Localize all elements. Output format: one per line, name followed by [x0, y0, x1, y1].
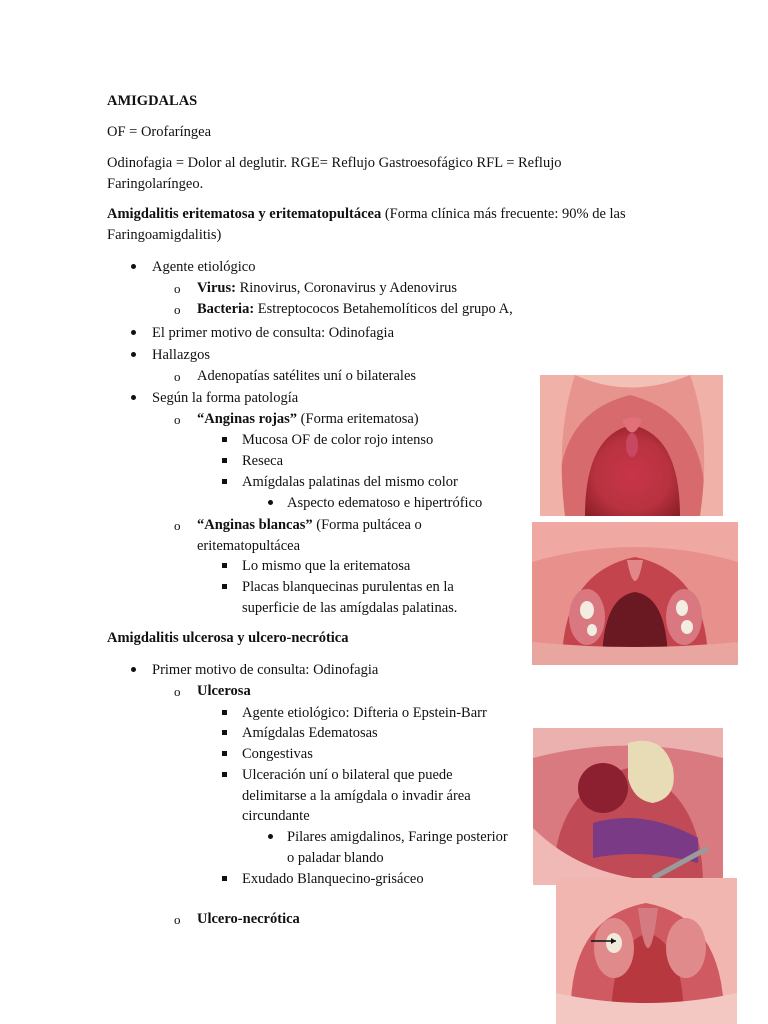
exudado: Exudado Blanquecino-grisáceo — [242, 871, 424, 887]
rojas-item: Amígdalas palatinas del mismo color — [242, 474, 458, 490]
ulcerosa-item: Agente etiológico: Difteria o Epstein-Barr — [242, 705, 487, 721]
section1-heading-bold: Amigdalitis eritematosa y eritematopultácea — [107, 206, 382, 222]
anginas-rojas-label: “Anginas rojas” — [197, 411, 298, 427]
virus-item — [197, 278, 457, 298]
bullet-square — [222, 751, 227, 756]
section2-motivo: Primer motivo de consulta: Odinofagia — [152, 662, 379, 678]
ulcerosa-label: Ulcerosa — [197, 683, 251, 699]
anginas-rojas-text: (Forma eritematosa) — [297, 411, 419, 427]
bullet-square — [222, 479, 227, 484]
ulcerosa-item: Amígdalas Edematosas — [242, 725, 378, 741]
anginas-blancas — [197, 515, 422, 535]
anginas-blancas-text: (Forma pultácea o — [312, 517, 422, 533]
bullet-square — [222, 730, 227, 735]
bullet-circle: o — [174, 912, 181, 927]
pilares-line2: o paladar blando — [287, 850, 384, 866]
segun-forma: Según la forma patología — [152, 390, 299, 406]
blancas-item-line1: Placas blanquecinas purulentas en la — [242, 579, 454, 595]
blancas-item: Lo mismo que la eritematosa — [242, 558, 411, 574]
bullet-square — [222, 710, 227, 715]
rojas-item: Mucosa OF de color rojo intenso — [242, 432, 434, 448]
rojas-subitem: Aspecto edematoso e hipertrófico — [287, 495, 483, 511]
blancas-item-line2: superficie de las amígdalas palatinas. — [242, 600, 458, 616]
throat-photo-anginas-rojas — [540, 375, 723, 516]
bullet-disc — [268, 500, 273, 505]
bullet-square — [222, 563, 227, 568]
bullet-square — [222, 772, 227, 777]
throat-photo-ulcero-necrotica — [556, 878, 737, 1024]
bacteria-item — [197, 299, 513, 319]
primer-motivo: El primer motivo de consulta: Odinofagia — [152, 325, 395, 341]
anginas-blancas-label: “Anginas blancas” — [197, 517, 313, 533]
ulcero-necrotica-label: Ulcero-necrótica — [197, 911, 300, 927]
section1-heading — [107, 204, 626, 224]
ulceracion-line1: Ulceración uní o bilateral que puede — [242, 767, 453, 783]
bullet-square — [222, 458, 227, 463]
ulceracion-line3: circundante — [242, 808, 310, 824]
bullet-disc — [131, 264, 136, 269]
virus-label: Virus: — [197, 280, 236, 296]
rojas-item: Reseca — [242, 453, 284, 469]
ulceracion-line2: delimitarse a la amígdala o invadir área — [242, 788, 471, 804]
anginas-rojas — [197, 409, 419, 429]
pilares-line1: Pilares amigdalinos, Faringe posterior — [287, 829, 508, 845]
bacteria-label: Bacteria: — [197, 301, 255, 317]
bullet-circle: o — [174, 369, 181, 384]
throat-photo-ulcerosa — [533, 728, 723, 885]
bullet-disc — [268, 834, 273, 839]
of-definition: OF = Orofaríngea — [107, 124, 212, 140]
bullet-disc — [131, 395, 136, 400]
adenopatias: Adenopatías satélites uní o bilaterales — [197, 368, 417, 384]
hallazgos: Hallazgos — [152, 347, 210, 363]
bacteria-text: Estreptococos Betahemolíticos del grupo A, — [254, 301, 513, 317]
bullet-disc — [131, 330, 136, 335]
bullet-disc — [131, 352, 136, 357]
anginas-blancas-line2: eritematopultácea — [197, 538, 301, 554]
agente-etiologico: Agente etiológico — [152, 259, 256, 275]
bullet-circle: o — [174, 518, 181, 533]
abbrev-line-1: Odinofagia = Dolor al deglutir. RGE= Reflujo Gastroesofágico RFL = Reflujo — [107, 155, 562, 171]
page-title: AMIGDALAS — [107, 93, 198, 109]
bullet-disc — [131, 667, 136, 672]
bullet-circle: o — [174, 281, 181, 296]
ulcerosa-item: Congestivas — [242, 746, 313, 762]
bullet-square — [222, 876, 227, 881]
abbrev-line-2: Faringolaríngeo. — [107, 176, 204, 192]
bullet-square — [222, 437, 227, 442]
virus-text: Rinovirus, Coronavirus y Adenovirus — [235, 280, 458, 296]
throat-photo-anginas-blancas — [532, 522, 738, 665]
bullet-square — [222, 584, 227, 589]
bullet-circle: o — [174, 684, 181, 699]
bullet-circle: o — [174, 302, 181, 317]
section2-heading: Amigdalitis ulcerosa y ulcero-necrótica — [107, 630, 349, 646]
section1-heading-rest: (Forma clínica más frecuente: 90% de las — [381, 206, 626, 222]
bullet-circle: o — [174, 412, 181, 427]
section1-heading-line2: Faringoamigdalitis) — [107, 227, 222, 243]
